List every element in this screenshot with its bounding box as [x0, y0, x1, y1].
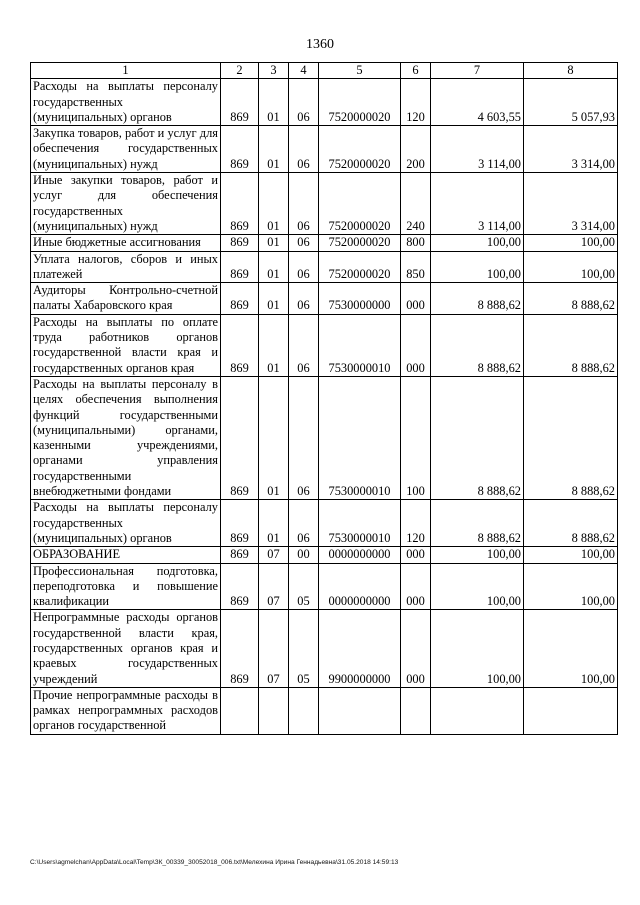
row-name: Иные закупки товаров, работ и услуг для обеспечения государственных (муниципальных) нужд: [31, 173, 221, 235]
header-cell: 3: [259, 63, 289, 79]
section-code: 01: [259, 173, 289, 235]
subsection-code: 06: [289, 235, 319, 251]
expense-type-code: 000: [401, 283, 431, 315]
section-code: 01: [259, 251, 289, 283]
amount-year-2: 3 314,00: [524, 173, 618, 235]
table-row: [31, 687, 618, 734]
target-article-code: 0000000000: [319, 547, 401, 563]
section-code: 01: [259, 79, 289, 126]
header-cell: 6: [401, 63, 431, 79]
amount-year-2: 100,00: [524, 251, 618, 283]
table-row: [31, 500, 618, 547]
row-name: Закупка товаров, работ и услуг для обеспечения государственных (муниципальных) нужд: [31, 126, 221, 173]
header-cell: 5: [319, 63, 401, 79]
target-article-code: 7520000020: [319, 251, 401, 283]
grbs-code: 869: [221, 251, 259, 283]
section-code: [259, 687, 289, 734]
header-cell: 7: [431, 63, 524, 79]
table-row: [31, 376, 618, 499]
table-row: [31, 126, 618, 173]
amount-year-2: 100,00: [524, 547, 618, 563]
subsection-code: 06: [289, 376, 319, 499]
target-article-code: 0000000000: [319, 563, 401, 610]
expense-type-code: 850: [401, 251, 431, 283]
subsection-code: 05: [289, 610, 319, 687]
amount-year-2: 3 314,00: [524, 126, 618, 173]
amount-year-1: 8 888,62: [431, 376, 524, 499]
expense-type-code: 100: [401, 376, 431, 499]
amount-year-2: 8 888,62: [524, 376, 618, 499]
section-code: 07: [259, 547, 289, 563]
section-code: 07: [259, 563, 289, 610]
grbs-code: 869: [221, 500, 259, 547]
subsection-code: [289, 687, 319, 734]
section-code: 01: [259, 314, 289, 376]
grbs-code: 869: [221, 563, 259, 610]
amount-year-1: 100,00: [431, 251, 524, 283]
section-code: 01: [259, 283, 289, 315]
table-row: [31, 314, 618, 376]
expense-type-code: 120: [401, 500, 431, 547]
amount-year-1: [431, 687, 524, 734]
subsection-code: 06: [289, 79, 319, 126]
table-header-row: [31, 63, 618, 79]
budget-table: [30, 62, 618, 735]
page-number: 1360: [306, 37, 334, 52]
amount-year-2: 100,00: [524, 563, 618, 610]
amount-year-1: 8 888,62: [431, 283, 524, 315]
grbs-code: 869: [221, 235, 259, 251]
target-article-code: 7520000020: [319, 235, 401, 251]
amount-year-1: 8 888,62: [431, 314, 524, 376]
header-cell: 4: [289, 63, 319, 79]
subsection-code: 06: [289, 251, 319, 283]
row-name: Расходы на выплаты персоналу государственных (муниципальных) органов: [31, 79, 221, 126]
amount-year-2: 8 888,62: [524, 500, 618, 547]
target-article-code: 7530000010: [319, 376, 401, 499]
table-row: [31, 173, 618, 235]
row-name: Аудиторы Контрольно-счетной палаты Хабаровского края: [31, 283, 221, 315]
section-code: 01: [259, 500, 289, 547]
subsection-code: 05: [289, 563, 319, 610]
grbs-code: 869: [221, 173, 259, 235]
table-row: [31, 251, 618, 283]
table-row: [31, 563, 618, 610]
section-code: 01: [259, 235, 289, 251]
target-article-code: 7520000020: [319, 79, 401, 126]
subsection-code: 00: [289, 547, 319, 563]
target-article-code: 7520000020: [319, 173, 401, 235]
amount-year-2: 100,00: [524, 235, 618, 251]
amount-year-1: 8 888,62: [431, 500, 524, 547]
expense-type-code: 120: [401, 79, 431, 126]
grbs-code: 869: [221, 610, 259, 687]
target-article-code: 7530000000: [319, 283, 401, 315]
table-row: [31, 283, 618, 315]
target-article-code: 7530000010: [319, 500, 401, 547]
grbs-code: 869: [221, 126, 259, 173]
amount-year-1: 3 114,00: [431, 173, 524, 235]
expense-type-code: 240: [401, 173, 431, 235]
amount-year-2: 8 888,62: [524, 314, 618, 376]
section-code: 07: [259, 610, 289, 687]
target-article-code: [319, 687, 401, 734]
expense-type-code: 000: [401, 547, 431, 563]
amount-year-2: 100,00: [524, 610, 618, 687]
row-name: Расходы на выплаты персоналу государственных (муниципальных) органов: [31, 500, 221, 547]
expense-type-code: [401, 687, 431, 734]
header-cell: 2: [221, 63, 259, 79]
target-article-code: 7530000010: [319, 314, 401, 376]
header-cell: 8: [524, 63, 618, 79]
grbs-code: 869: [221, 283, 259, 315]
subsection-code: 06: [289, 314, 319, 376]
amount-year-1: 100,00: [431, 235, 524, 251]
file-path-footer: C:\Users\agmelchan\AppData\Local\Temp\ЗК_00339_30052018_006.txt\Мелехина Ирина Геннадьевна\31.05.2018 14:59:13: [30, 859, 399, 866]
table-row: [31, 547, 618, 563]
expense-type-code: 000: [401, 610, 431, 687]
header-cell: 1: [31, 63, 221, 79]
target-article-code: 7520000020: [319, 126, 401, 173]
expense-type-code: 800: [401, 235, 431, 251]
amount-year-1: 4 603,55: [431, 79, 524, 126]
subsection-code: 06: [289, 500, 319, 547]
expense-type-code: 200: [401, 126, 431, 173]
row-name: Расходы на выплаты по оплате труда работников органов государственной власти края и государственных органов края: [31, 314, 221, 376]
amount-year-1: 100,00: [431, 563, 524, 610]
row-name: Расходы на выплаты персоналу в целях обеспечения выполнения функций государственными (муниципальными) органами, казенными учреждениями, органами управления государственными внебюджетными фондами: [31, 376, 221, 499]
table-row: [31, 235, 618, 251]
amount-year-1: 100,00: [431, 547, 524, 563]
section-code: 01: [259, 376, 289, 499]
grbs-code: 869: [221, 547, 259, 563]
amount-year-1: 100,00: [431, 610, 524, 687]
table-row: [31, 610, 618, 687]
grbs-code: 869: [221, 79, 259, 126]
subsection-code: 06: [289, 173, 319, 235]
section-code: 01: [259, 126, 289, 173]
amount-year-1: 3 114,00: [431, 126, 524, 173]
subsection-code: 06: [289, 283, 319, 315]
grbs-code: 869: [221, 314, 259, 376]
table-row: [31, 79, 618, 126]
grbs-code: [221, 687, 259, 734]
row-name: ОБРАЗОВАНИЕ: [31, 547, 221, 563]
expense-type-code: 000: [401, 563, 431, 610]
grbs-code: 869: [221, 376, 259, 499]
row-name: Профессиональная подготовка, переподготовка и повышение квалификации: [31, 563, 221, 610]
amount-year-2: [524, 687, 618, 734]
target-article-code: 9900000000: [319, 610, 401, 687]
row-name: Уплата налогов, сборов и иных платежей: [31, 251, 221, 283]
row-name: Прочие непрограммные расходы в рамках непрограммных расходов органов государственной: [31, 687, 221, 734]
expense-type-code: 000: [401, 314, 431, 376]
row-name: Иные бюджетные ассигнования: [31, 235, 221, 251]
subsection-code: 06: [289, 126, 319, 173]
row-name: Непрограммные расходы органов государственной власти края, государственных органов края и краевых государственных учреждений: [31, 610, 221, 687]
amount-year-2: 5 057,93: [524, 79, 618, 126]
amount-year-2: 8 888,62: [524, 283, 618, 315]
